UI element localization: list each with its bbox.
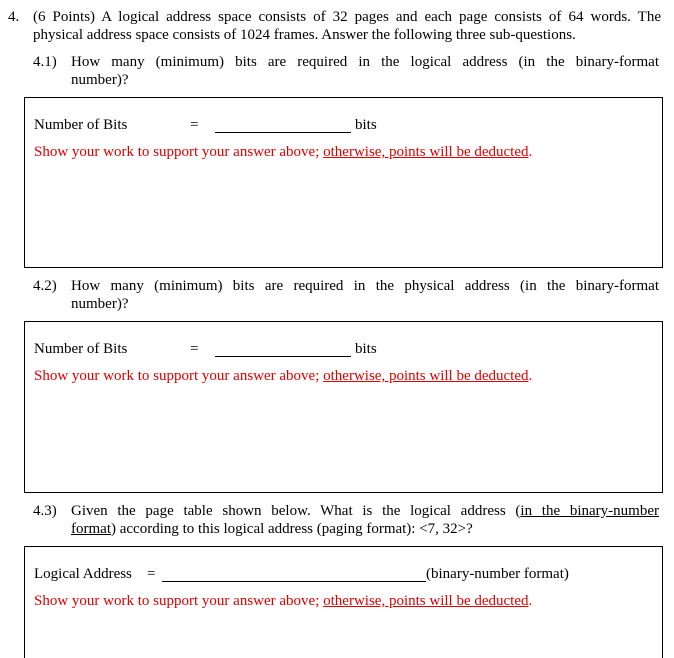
warning-text-4-1: Show your work to support your answer above; otherwise, points will be deducted. [34,144,533,160]
unit-label-4-2: bits [355,341,377,357]
answer-blank-4-2[interactable] [215,356,351,357]
equals-sign-4-1: = [190,117,199,133]
warning-text-4-2: Show your work to support your answer above; otherwise, points will be deducted. [34,368,533,384]
answer-label-4-2: Number of Bits [34,341,128,357]
subquestion-4-2-number: 4.2) [33,278,57,294]
answer-blank-4-3[interactable] [162,581,426,582]
unit-label-4-3: (binary-number format) [426,566,569,582]
subquestion-4-3-text-line-2: format) according to this logical address (paging format): <7, 32>? [71,521,473,537]
equals-sign-4-3: = [147,566,156,582]
subquestion-4-1-text-line-1: How many (minimum) bits are required in the logical address (in the binary-format [71,54,659,70]
answer-label-4-3: Logical Address [34,566,132,582]
unit-label-4-1: bits [355,117,377,133]
subquestion-4-3-number: 4.3) [33,503,57,519]
question-text-line-2: physical address space consists of 1024 frames. Answer the following three sub-questions. [33,27,576,43]
equals-sign-4-2: = [190,341,199,357]
subquestion-4-2-text-line-1: How many (minimum) bits are required in the physical address (in the binary-format [71,278,659,294]
answer-blank-4-1[interactable] [215,132,351,133]
subquestion-4-2-text-line-2: number)? [71,296,129,312]
answer-label-4-1: Number of Bits [34,117,128,133]
question-text-line-1: (6 Points) A logical address space consists of 32 pages and each page consists of 64 words. The [33,9,661,25]
warning-text-4-3: Show your work to support your answer above; otherwise, points will be deducted. [34,593,533,609]
subquestion-4-1-text-line-2: number)? [71,72,129,88]
subquestion-4-3-text-line-1: Given the page table shown below. What is the logical address (in the binary-number [71,503,659,519]
subquestion-4-1-number: 4.1) [33,54,57,70]
question-number: 4. [8,9,20,25]
